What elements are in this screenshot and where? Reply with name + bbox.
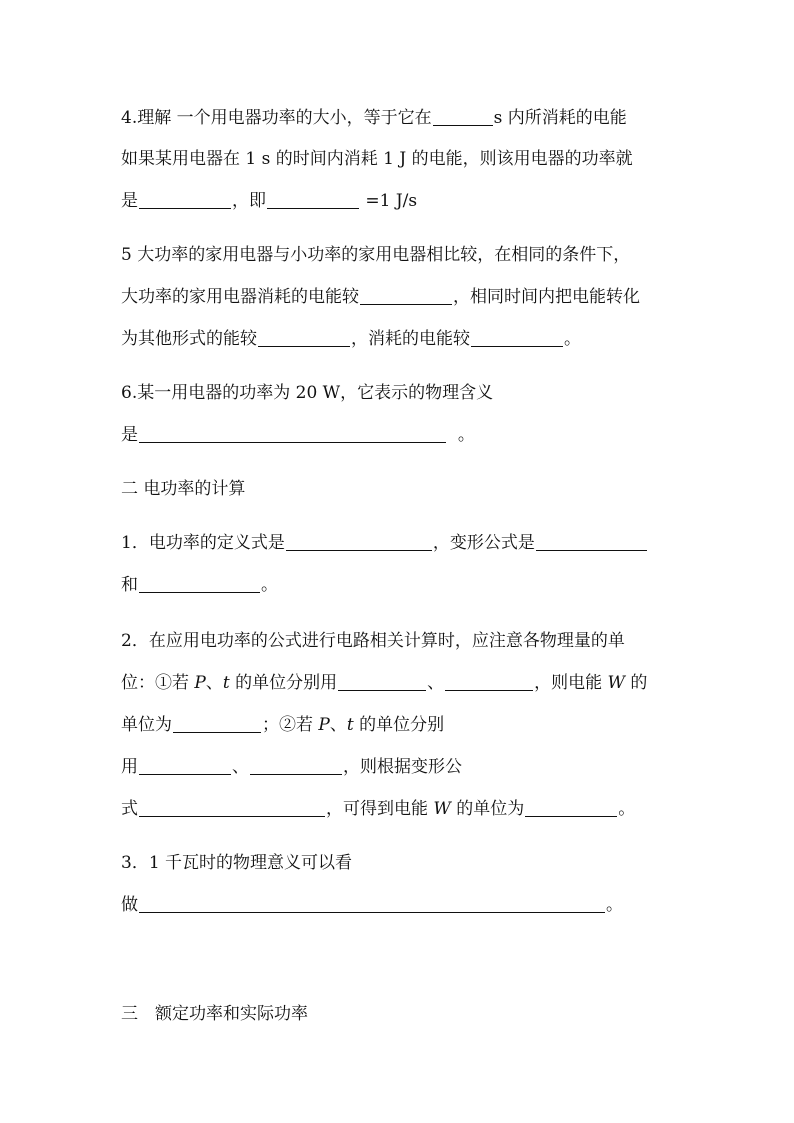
s2q2-line-3 xyxy=(121,713,674,737)
s2q2-line-4 xyxy=(121,755,674,779)
q5-text: 5 大功率的家用电器与小功率的家用电器相比较，在相同的条件下， xyxy=(121,245,631,265)
q5-blank-2[interactable] xyxy=(258,330,350,347)
s2q1-text: 1．电功率的定义式是 xyxy=(121,533,285,553)
var-t: t xyxy=(346,715,354,735)
q4-text: 4.理解 一个用电器功率的大小，等于它在 xyxy=(121,108,432,128)
q6-line-2 xyxy=(121,423,674,447)
s2q2-text: ，则根据变形公 xyxy=(343,757,462,777)
s2q3-line-1 xyxy=(121,851,674,875)
var-w: W xyxy=(607,673,625,693)
s2q2-text: ；②若 xyxy=(262,715,313,735)
s2q2-text: 、 xyxy=(329,715,347,735)
q5-blank-1[interactable] xyxy=(360,288,452,305)
q6-text: 6.某一用电器的功率为 20 W，它表示的物理含义 xyxy=(121,383,494,403)
s2q2-text: ，则电能 xyxy=(534,673,603,693)
s2q2-blank-4[interactable] xyxy=(139,758,231,775)
s2q2-text: 。 xyxy=(618,799,636,819)
s2q1-text: 和 xyxy=(121,575,138,595)
s2q2-text: 、 xyxy=(427,673,445,693)
q5-blank-3[interactable] xyxy=(471,330,563,347)
q4-blank-unit[interactable] xyxy=(267,192,359,209)
var-p: P xyxy=(194,673,206,693)
s2q2-blank-2[interactable] xyxy=(445,674,533,691)
s2q3-text: 做 xyxy=(121,895,138,915)
s2q2-line-5 xyxy=(121,797,674,821)
q6-text: 。 xyxy=(457,425,475,445)
s2q2-line-1 xyxy=(121,629,674,653)
s2q3-line-2 xyxy=(121,893,674,917)
s2q2-text: 、 xyxy=(205,673,223,693)
s2q2-blank-3[interactable] xyxy=(173,716,261,733)
s2q3-text: 。 xyxy=(606,895,623,915)
s2q1-text: 。 xyxy=(261,575,278,595)
var-w: W xyxy=(433,799,451,819)
q4-text: =1 J/s xyxy=(365,191,418,211)
s2q2-line-2 xyxy=(121,671,674,695)
section-2-heading xyxy=(121,477,674,501)
s2q2-text: 的单位分别 xyxy=(359,715,445,735)
q5-text: 大功率的家用电器消耗的电能较 xyxy=(121,287,359,307)
q5-text: 。 xyxy=(564,329,581,349)
s2q2-text: 位：①若 xyxy=(121,673,189,693)
q4-line-2 xyxy=(121,147,674,171)
q4-blank-power[interactable] xyxy=(139,192,231,209)
s2q2-text: 的单位分别用 xyxy=(235,673,338,693)
s2q1-line-2 xyxy=(121,573,674,597)
s2q2-text: 的 xyxy=(630,673,648,693)
s2q2-text: 单位为 xyxy=(121,715,172,735)
q4-line-1 xyxy=(121,106,674,130)
q4-text: 是 xyxy=(121,191,138,211)
s2q1-blank-formula-1[interactable] xyxy=(536,534,647,551)
s2q2-blank-5[interactable] xyxy=(250,758,342,775)
s2q3-text: 3．1 千瓦时的物理意义可以看 xyxy=(121,853,353,873)
s2q2-text: 、 xyxy=(232,757,249,777)
s2q2-text: ，可得到电能 xyxy=(326,799,428,819)
var-t: t xyxy=(222,673,230,693)
q5-text: ，相同时间内把电能转化 xyxy=(453,287,640,307)
s2q3-blank[interactable] xyxy=(139,896,605,913)
section-2-title: 二 电功率的计算 xyxy=(121,479,246,499)
q5-line-2 xyxy=(121,285,674,309)
s2q1-blank-definition[interactable] xyxy=(286,534,432,551)
s2q2-text: 2．在应用电功率的公式进行电路相关计算时，应注意各物理量的单 xyxy=(121,631,625,651)
q4-blank-seconds[interactable] xyxy=(433,109,493,126)
q6-blank[interactable] xyxy=(139,426,446,443)
s2q2-text: 式 xyxy=(121,799,138,819)
q4-line-3 xyxy=(121,189,674,213)
s2q1-text: ，变形公式是 xyxy=(432,533,535,553)
s2q2-blank-6[interactable] xyxy=(139,800,325,817)
s2q2-text: 的单位为 xyxy=(456,799,525,819)
s2q1-line-1 xyxy=(121,531,674,555)
q5-text: 为其他形式的能较 xyxy=(121,329,257,349)
section-3-title: 三 额定功率和实际功率 xyxy=(121,1004,308,1024)
s2q1-blank-formula-2[interactable] xyxy=(139,576,260,593)
section-3-heading xyxy=(121,1002,674,1026)
q5-text: ，消耗的电能较 xyxy=(351,329,470,349)
q4-text: ，即 xyxy=(232,191,266,211)
q5-line-3 xyxy=(121,327,674,351)
q6-text: 是 xyxy=(121,425,138,445)
s2q2-blank-1[interactable] xyxy=(338,674,426,691)
var-p: P xyxy=(318,715,330,735)
q4-text: 如果某用电器在 1 s 的时间内消耗 1 J 的电能，则该用电器的功率就 xyxy=(121,149,633,169)
q5-line-1 xyxy=(121,243,674,267)
s2q2-text: 用 xyxy=(121,757,138,777)
q4-text: s 内所消耗的电能 xyxy=(493,108,627,128)
s2q2-blank-7[interactable] xyxy=(525,800,617,817)
q6-line-1 xyxy=(121,381,674,405)
